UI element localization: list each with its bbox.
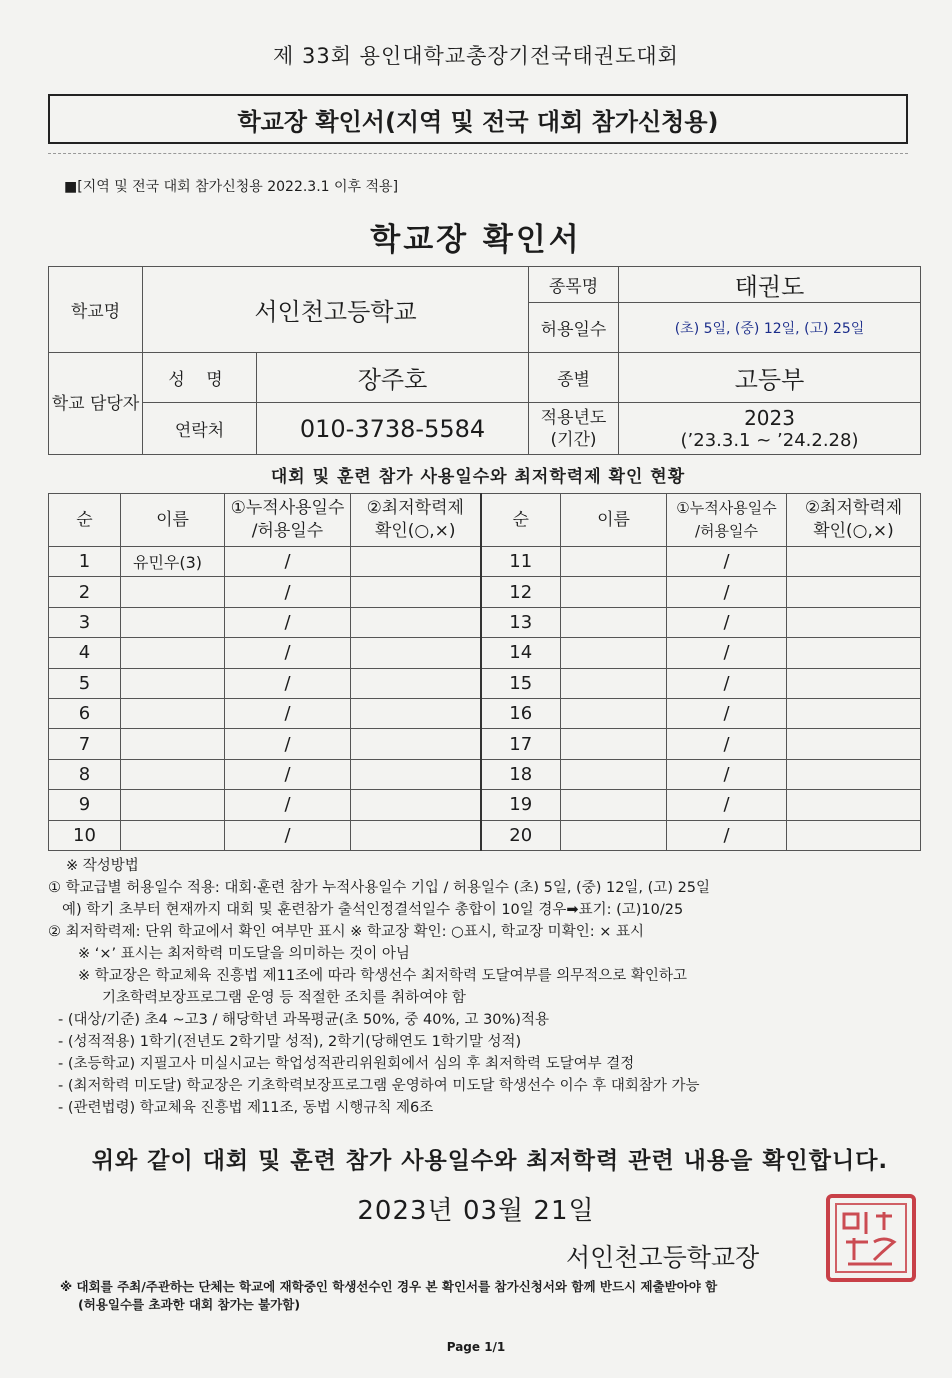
page-number: Page 1/1 — [446, 1340, 506, 1354]
header-min-right — [787, 494, 921, 547]
year-label: 적용년도 (기간) — [529, 403, 619, 455]
header-min-line1: ②최저학력제 — [366, 498, 464, 518]
row-usage-days: / — [225, 729, 351, 759]
row-min-check — [787, 638, 921, 668]
row-usage-days: / — [225, 547, 351, 577]
row-min-check — [787, 759, 921, 789]
header-min-line2-right: 확인(○,×) — [813, 521, 894, 541]
row-name — [121, 698, 225, 728]
division-value: 고등부 — [619, 353, 921, 403]
row-no: 11 — [481, 547, 561, 577]
note-line: ① 학교급별 허용일수 적용: 대회·훈련 참가 누적사용일수 기입 / 허용일수 (초) 5일, (중) 12일, (고) 25일 — [48, 880, 711, 896]
principal-title: 서인천고등학교장 — [566, 1243, 760, 1272]
row-usage-days: / — [667, 820, 787, 850]
form-heading: 학교장 확인서 — [370, 222, 582, 258]
header-min — [351, 494, 481, 547]
row-no: 14 — [481, 638, 561, 668]
row-usage-days: / — [225, 607, 351, 637]
row-min-check — [787, 820, 921, 850]
event-title: 제 33회 용인대학교총장기전국태권도대회 — [273, 44, 679, 68]
header-usage-right — [667, 494, 787, 547]
table-row — [49, 759, 921, 789]
row-usage-days: / — [667, 547, 787, 577]
row-min-check — [351, 820, 481, 850]
divider — [48, 153, 908, 154]
table-row — [49, 547, 921, 577]
note-line: ※ ‘×’ 표시는 최저학력 미도달을 의미하는 것이 아님 — [78, 946, 410, 962]
table-row — [49, 820, 921, 850]
contact-label: 연락처 — [143, 403, 257, 455]
allowed-days-value: (초) 5일, (중) 12일, (고) 25일 — [619, 303, 921, 353]
header-name-right: 이름 — [561, 494, 667, 547]
header-no: 순 — [49, 494, 121, 547]
row-name — [561, 577, 667, 607]
row-min-check — [351, 790, 481, 820]
row-no: 20 — [481, 820, 561, 850]
row-usage-days: / — [667, 698, 787, 728]
row-min-check — [351, 729, 481, 759]
row-no: 8 — [49, 759, 121, 789]
row-min-check — [787, 668, 921, 698]
row-min-check — [787, 729, 921, 759]
header-usage-line2-right: /허용일수 — [694, 522, 758, 540]
manager-name: 장주호 — [257, 353, 529, 403]
row-usage-days: / — [225, 759, 351, 789]
row-usage-days: / — [667, 668, 787, 698]
row-min-check — [787, 698, 921, 728]
row-name — [561, 729, 667, 759]
row-min-check — [351, 547, 481, 577]
usage-title: 대회 및 훈련 참가 사용일수와 최저학력제 확인 현황 — [270, 467, 686, 487]
note-line: - (대상/기준) 초4 ~고3 / 해당학년 과목평균(초 50%, 중 40%, 고 30%)적용 — [58, 1012, 549, 1028]
footer-line-2: (허용일수를 초과한 대회 참가는 불가함) — [78, 1297, 301, 1312]
row-no: 15 — [481, 668, 561, 698]
division-label: 종별 — [529, 353, 619, 403]
header-min-line2: 확인(○,×) — [374, 521, 456, 541]
row-usage-days: / — [667, 759, 787, 789]
year-cell — [619, 403, 921, 455]
row-no: 10 — [49, 820, 121, 850]
note-line: - (최저학력 미도달) 학교장은 기초학력보장프로그램 운영하여 미도달 학생선수 이수 후 대회참가 가능 — [58, 1078, 700, 1094]
header-usage-line2: /허용일수 — [251, 521, 324, 541]
row-no: 7 — [49, 729, 121, 759]
row-no: 13 — [481, 607, 561, 637]
row-no: 2 — [49, 577, 121, 607]
row-usage-days: / — [225, 638, 351, 668]
school-name: 서인천고등학교 — [143, 267, 529, 353]
school-info-table — [48, 266, 952, 455]
row-name — [121, 607, 225, 637]
row-name — [121, 759, 225, 789]
row-no: 16 — [481, 698, 561, 728]
allowed-days-label: 허용일수 — [529, 303, 619, 353]
row-usage-days: / — [667, 607, 787, 637]
footer-note — [60, 1278, 900, 1314]
note-line: - (초등학교) 지필고사 미실시교는 학업성적관리위원회에서 심의 후 최저학력 도달여부 결정 — [58, 1056, 635, 1072]
table-row — [49, 577, 921, 607]
table-row — [49, 607, 921, 637]
row-name — [561, 638, 667, 668]
row-min-check — [351, 607, 481, 637]
row-name — [561, 698, 667, 728]
row-min-check — [351, 577, 481, 607]
row-name — [561, 668, 667, 698]
row-min-check — [787, 577, 921, 607]
table-row — [49, 638, 921, 668]
note-line: 기초학력보장프로그램 운영 등 적절한 조치를 취하여야 함 — [102, 990, 466, 1006]
row-usage-days: / — [225, 820, 351, 850]
row-min-check — [787, 547, 921, 577]
row-min-check — [351, 668, 481, 698]
row-no: 18 — [481, 759, 561, 789]
header-usage-line1-right: ①누적사용일수 — [676, 499, 777, 517]
issue-date: 2023년 03월 21일 — [357, 1196, 595, 1226]
row-name — [561, 759, 667, 789]
row-usage-days: / — [225, 790, 351, 820]
row-min-check — [787, 607, 921, 637]
table-row — [49, 698, 921, 728]
row-no: 17 — [481, 729, 561, 759]
official-seal-stamp — [824, 1192, 918, 1284]
row-min-check — [787, 790, 921, 820]
row-no: 9 — [49, 790, 121, 820]
header-name: 이름 — [121, 494, 225, 547]
row-name — [561, 790, 667, 820]
form-note: ■[지역 및 전국 대회 참가신청용 2022.3.1 이후 적용] — [64, 179, 399, 195]
period-value: (’23.3.1 ~ ’24.2.28) — [680, 430, 859, 451]
note-line: ※ 작성방법 — [66, 858, 139, 874]
row-no: 19 — [481, 790, 561, 820]
manager-label: 학교 담당자 — [49, 353, 143, 455]
row-name — [121, 577, 225, 607]
header-no-right: 순 — [481, 494, 561, 547]
table-row — [49, 729, 921, 759]
row-name — [121, 638, 225, 668]
row-min-check — [351, 759, 481, 789]
year-value: 2023 — [744, 406, 795, 430]
name-label: 성 명 — [143, 353, 257, 403]
writing-instructions — [48, 855, 928, 1119]
row-min-check — [351, 698, 481, 728]
confirmation-statement: 위와 같이 대회 및 훈련 참가 사용일수와 최저학력 관련 내용을 확인합니다. — [91, 1148, 889, 1174]
row-name — [121, 820, 225, 850]
row-no: 3 — [49, 607, 121, 637]
event-label: 종목명 — [529, 267, 619, 303]
header-usage — [225, 494, 351, 547]
row-name — [561, 607, 667, 637]
row-no: 6 — [49, 698, 121, 728]
note-line: ※ 학교장은 학교체육 진흥법 제11조에 따라 학생선수 최저학력 도달여부를 의무적으로 확인하고 — [78, 968, 687, 984]
row-usage-days: / — [667, 790, 787, 820]
header-min-line1-right: ②최저학력제 — [804, 498, 903, 518]
row-usage-days: / — [667, 638, 787, 668]
note-line: - (관련법령) 학교체육 진흥법 제11조, 동법 시행규칙 제6조 — [58, 1100, 434, 1116]
note-line: ② 최저학력제: 단위 학교에서 확인 여부만 표시 ※ 학교장 확인: ○표시, 학교장 미확인: × 표시 — [48, 924, 644, 940]
note-line: - (성적적용) 1학기(전년도 2학기말 성적), 2학기(당해연도 1학기말 성적) — [58, 1034, 522, 1050]
row-name: 유민우(3) — [121, 547, 225, 577]
contact-value: 010-3738-5584 — [257, 403, 529, 455]
row-name — [561, 820, 667, 850]
row-name — [121, 729, 225, 759]
row-min-check — [351, 638, 481, 668]
school-label: 학교명 — [49, 267, 143, 353]
usage-table — [48, 493, 921, 851]
row-usage-days: / — [225, 698, 351, 728]
footer-line-1: ※ 대회를 주최/주관하는 단체는 학교에 재학중인 학생선수인 경우 본 확인서를 참가신청서와 함께 반드시 제출받아야 함 — [60, 1279, 718, 1294]
table-row — [49, 668, 921, 698]
table-row — [49, 790, 921, 820]
row-usage-days: / — [225, 668, 351, 698]
row-usage-days: / — [667, 729, 787, 759]
row-no: 1 — [49, 547, 121, 577]
main-title: 학교장 확인서(지역 및 전국 대회 참가신청용) — [48, 94, 908, 144]
note-line: 예) 학기 초부터 현재까지 대회 및 훈련참가 출석인정결석일수 총합이 10일 경우➡표기: (고)10/25 — [62, 902, 684, 918]
row-name — [561, 547, 667, 577]
row-usage-days: / — [667, 577, 787, 607]
row-name — [121, 790, 225, 820]
row-usage-days: / — [225, 577, 351, 607]
row-no: 4 — [49, 638, 121, 668]
row-name — [121, 668, 225, 698]
header-usage-line1: ①누적사용일수 — [230, 498, 345, 518]
event-value: 태권도 — [619, 267, 921, 303]
row-no: 5 — [49, 668, 121, 698]
row-no: 12 — [481, 577, 561, 607]
blank-margin — [921, 267, 952, 455]
